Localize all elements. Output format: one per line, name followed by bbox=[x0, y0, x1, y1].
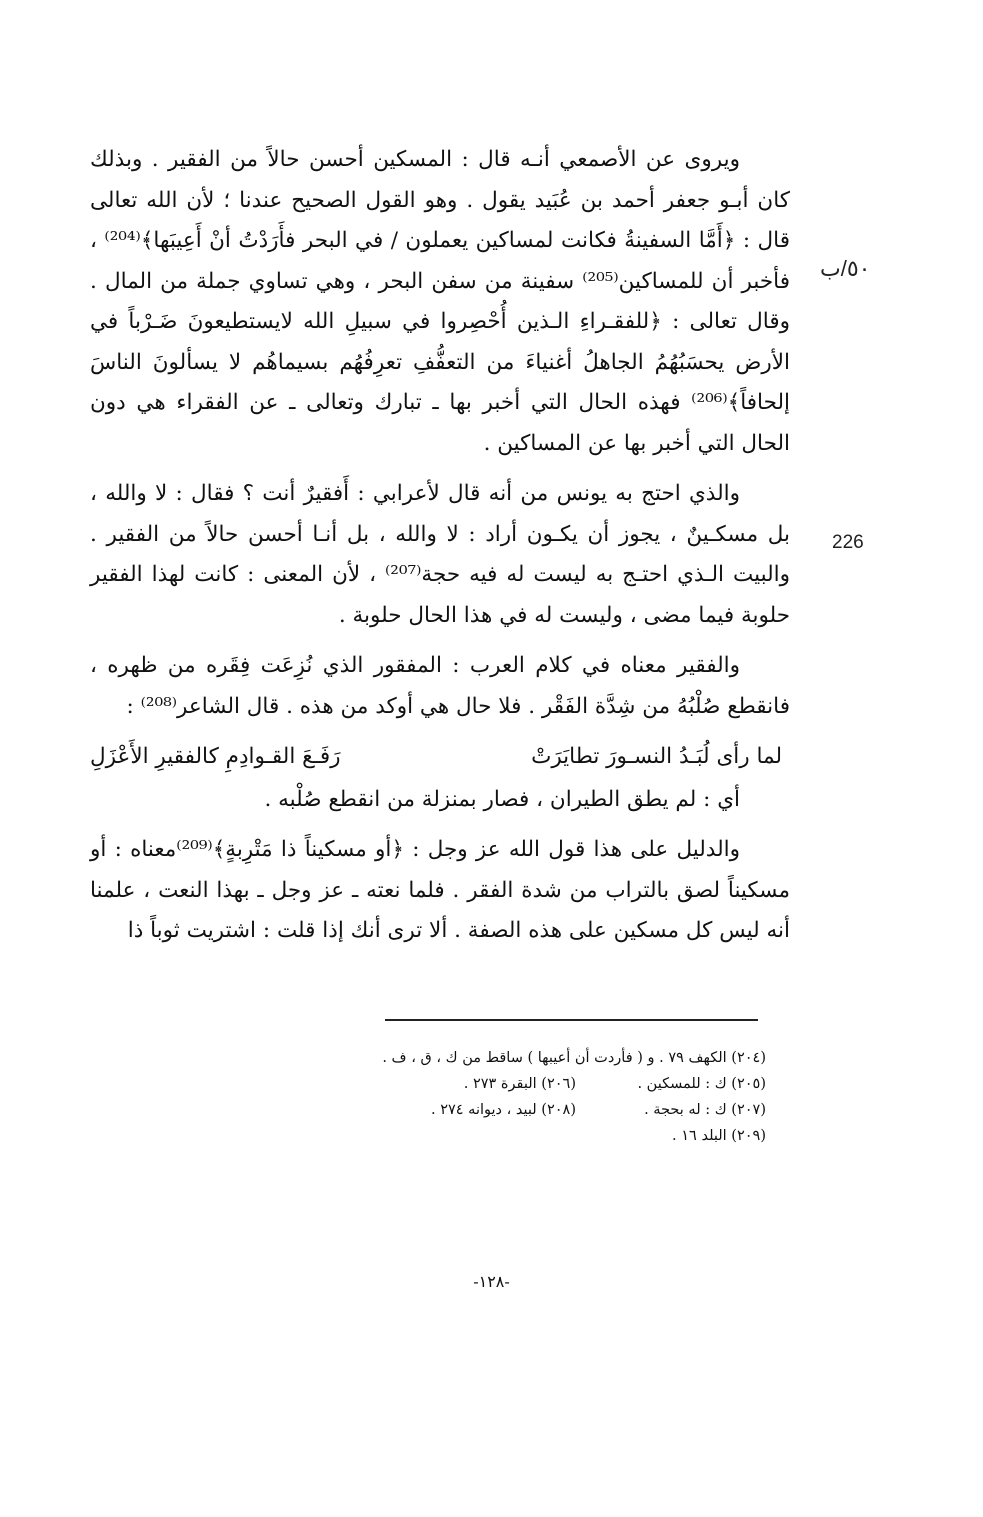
main-text bbox=[90, 140, 790, 962]
paragraph-4: أي : لم يطق الطيران ، فصار بمنزلة من انقطع صُلْبه . bbox=[264, 786, 740, 812]
footnote-row bbox=[290, 1123, 766, 1149]
margin-folio-marker: ٥٠/ب bbox=[820, 256, 871, 281]
poetry-verse bbox=[90, 737, 790, 778]
footnote-row bbox=[290, 1097, 766, 1123]
footnote-206: (٢٠٦) البقرة ٢٧٣ . bbox=[463, 1076, 576, 1092]
footnote-row bbox=[290, 1071, 766, 1097]
verse-second-hemistich: رَفَـعَ القـوادِمِ كالفقيرِ الأَعْزَلِ bbox=[90, 744, 341, 769]
footnote-204: (٢٠٤) الكهف ٧٩ . و ( فأردت أن أعيبها ) ساقط من ك ، ق ، ف . bbox=[382, 1050, 766, 1066]
paragraph-3: والفقير معناه في كلام العرب : المفقور الذي نُزِعَت فِقَره من ظهره ، فانقطع صُلْبُهُ من شِدَّة الفَقْر . فلا حال هي أوكد من هذه . قال الشاعر⁽²⁰⁸⁾ : bbox=[90, 653, 790, 719]
margin-page-reference: 226 bbox=[832, 532, 864, 553]
footnotes bbox=[290, 1045, 766, 1149]
footnote-row bbox=[290, 1045, 766, 1071]
paragraph-5: والدليل على هذا قول الله عز وجل : ﴿أو مسكيناً ذا مَتْرِبةٍ﴾⁽²⁰⁹⁾معناه : أو مسكيناً لصق بالتراب من شدة الفقر . فلما نعته ـ عز وجل ـ بهذا النعت ، علمنا أنه ليس كل مسكين على هذه الصفة . ألا ترى أنك إذا قلت : اشتريت ثوباً ذا bbox=[90, 837, 790, 943]
footnote-208: (٢٠٨) لبيد ، ديوانه ٢٧٤ . bbox=[430, 1102, 576, 1118]
verse-first-hemistich: لما رأى لُبَـدُ النسـورَ تطايَرَتْ bbox=[531, 744, 782, 769]
paragraph-2: والذي احتج به يونس من أنه قال لأعرابي : أَفقيرٌ أنت ؟ فقال : لا والله ، بل مسكـينٌ ، يجوز أن يكـون أراد : لا والله ، بل أنـا أحسن حالاً من الفقير . والبيت الـذي احتـج به ليست له فيه حجة⁽²⁰⁷⁾ ، لأن المعنى : كانت لهذا الفقير حلوبة فيما مضى ، وليست له في هذا الحال حلوبة . bbox=[90, 481, 790, 628]
footnote-209: (٢٠٩) البلد ١٦ . bbox=[672, 1128, 766, 1144]
page-number: -١٢٨- bbox=[473, 1272, 510, 1291]
paragraph-1: ويروى عن الأصمعي أنـه قال : المسكين أحسن حالاً من الفقير . وبذلك كان أبـو جعفر أحمد بن عُبَيد يقول . وهو القول الصحيح عندنا ؛ لأن الله تعالى قال : ﴿أَمَّا السفينةُ فكانت لمساكين يعملون / في البحر فأَرَدْتُ أنْ أَعِيبَها﴾⁽²⁰⁴⁾ ، فأخبر أن للمساكين⁽²⁰⁵⁾ سفينة من سفن البحر ، وهي تساوي جملة من المال . وقال تعالى : ﴿للفقـراءِ الـذين أُحْصِروا في سبيلِ الله لايستطيعونَ ضَـرْباً في الأرض يحسَبُهُمُ الجاهلُ أغنياءَ من التعفُّفِ تعرِفُهُم بسيماهُم لا يسألونَ الناسَ إلحافاً﴾⁽²⁰⁶⁾ فهذه الحال التي أخبر بها ـ تبارك وتعالى ـ عن الفقراء هي دون الحال التي أخبر بها عن المساكين . bbox=[90, 147, 790, 456]
footnote-207: (٢٠٧) ك : له بحجة . bbox=[644, 1102, 766, 1118]
footnote-separator bbox=[385, 1019, 758, 1021]
footnote-205: (٢٠٥) ك : للمسكين . bbox=[637, 1076, 766, 1092]
